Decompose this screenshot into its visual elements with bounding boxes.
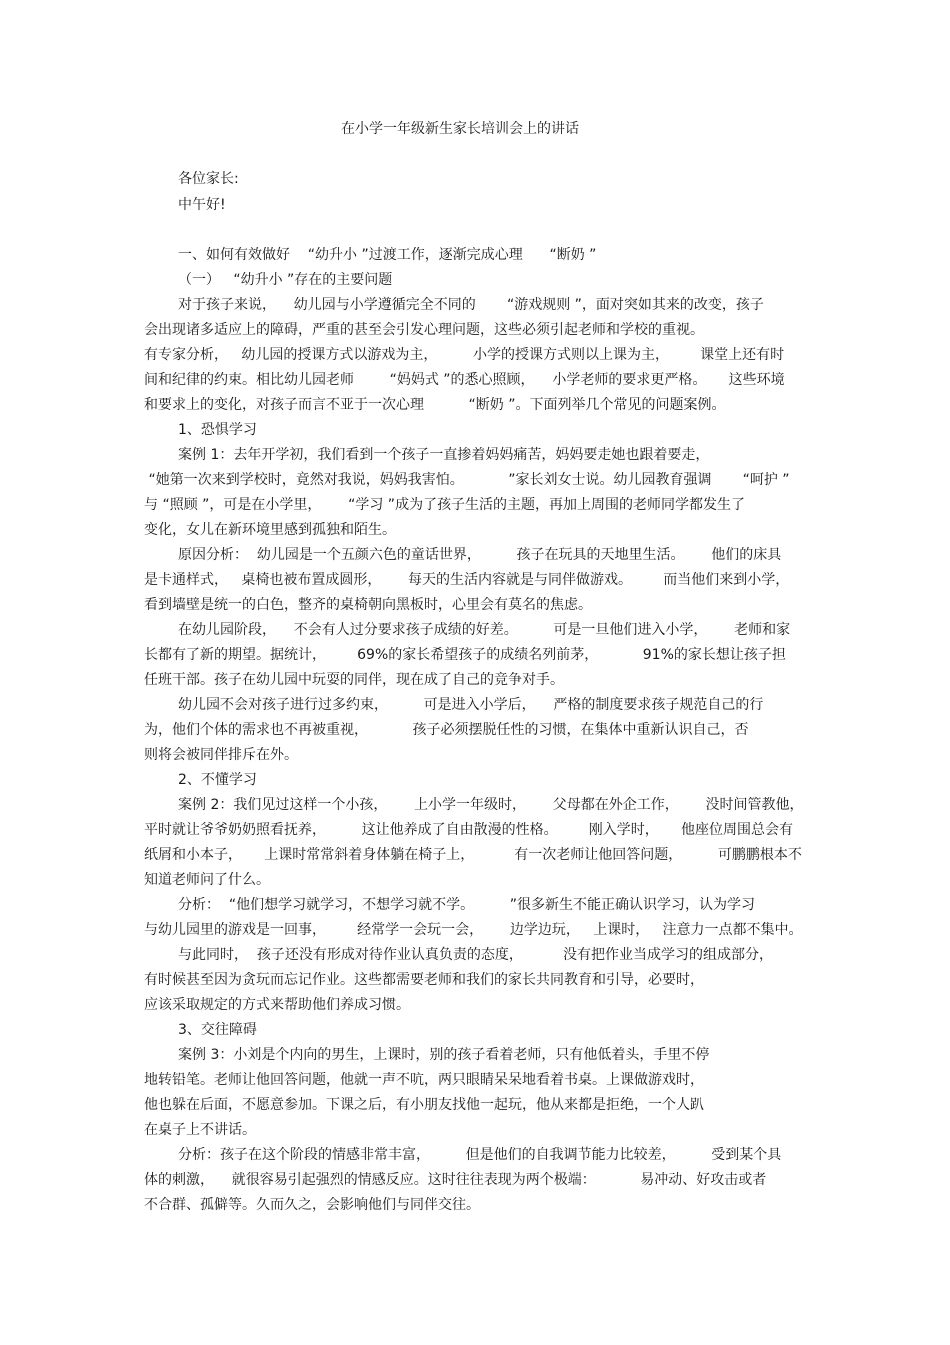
text-line: 案例 3：小刘是个内向的男生，上课时，别的孩子看着老师，只有他低着头，手里不停 bbox=[178, 1047, 710, 1063]
text-line: 2、不懂学习 bbox=[178, 772, 257, 788]
text-line: 任班干部。孩子在幼儿园中玩耍的同伴，现在成了自己的竞争对手。 bbox=[144, 672, 564, 688]
text-line: 在幼儿园阶段， 不会有人过分要求孩子成绩的好差。 可是一旦他们进入小学， 老师和家 bbox=[178, 622, 791, 638]
text-line: 案例 1：去年开学初，我们看到一个孩子一直掺着妈妈痛苦，妈妈要走她也跟着要走， bbox=[178, 447, 710, 463]
text-line: 纸屑和小本子， 上课时常常斜着身体躺在椅子上， 有一次老师让他回答问题， 可鹏鹏根本不 bbox=[144, 847, 802, 863]
text-line: （一） “幼升小 ”存在的主要问题 bbox=[178, 272, 393, 288]
text-line: 间和纪律的约束。相比幼儿园老师 “妈妈式 ”的悉心照顾， 小学老师的要求更严格。 这些环境 bbox=[144, 372, 785, 388]
text-line: 与此同时， 孩子还没有形成对待作业认真负责的态度， 没有把作业当成学习的组成部分， bbox=[178, 947, 773, 963]
text-line: 应该采取规定的方式来帮助他们养成习惯。 bbox=[144, 997, 410, 1013]
text-line: 原因分析： 幼儿园是一个五颜六色的童话世界， 孩子在玩具的天地里生活。 他们的床具 bbox=[178, 547, 782, 563]
text-line: 体的刺激， 就很容易引起强烈的情感反应。这时往往表现为两个极端： 易冲动、好攻击或者 bbox=[144, 1172, 767, 1188]
text-line: 会出现诸多适应上的障碍，严重的甚至会引发心理问题，这些必须引起老师和学校的重视。 bbox=[144, 322, 704, 338]
text-line: 有专家分析， 幼儿园的授课方式以游戏为主， 小学的授课方式则以上课为主， 课堂上还有时 bbox=[144, 347, 785, 363]
text-line: 平时就让爷爷奶奶照看抚养， 这让他养成了自由散漫的性格。 刚入学时， 他座位周围总会有 bbox=[144, 822, 794, 838]
text-line: 与幼儿园里的游戏是一回事， 经常学一会玩一会， 边学边玩， 上课时， 注意力一点都不集中。 bbox=[144, 922, 803, 938]
text-line: 一、如何有效做好 “幼升小 ”过渡工作，逐渐完成心理 “断奶 ” bbox=[178, 247, 597, 263]
greeting: 中午好! bbox=[178, 197, 226, 213]
text-line: 1、恐惧学习 bbox=[178, 422, 257, 438]
text-line: 知道老师问了什么。 bbox=[144, 872, 270, 888]
text-line: 分析：孩子在这个阶段的情感非常丰富， 但是他们的自我调节能力比较差， 受到某个具 bbox=[178, 1147, 782, 1163]
text-line: 与 “照顾 ”，可是在小学里， “学习 ”成为了孩子生活的主题，再加上周围的老师同学都发生了 bbox=[144, 497, 746, 513]
text-line: 分析： “他们想学习就学习，不想学习就不学。 ”很多新生不能正确认识学习，认为学习 bbox=[178, 897, 756, 913]
text-line: 案例 2：我们见过这样一个小孩， 上小学一年级时， 父母都在外企工作， 没时间管教他， bbox=[178, 797, 804, 813]
text-line: 幼儿园不会对孩子进行过多约束， 可是进入小学后， 严格的制度要求孩子规范自己的行 bbox=[178, 697, 764, 713]
text-line: 在桌子上不讲话。 bbox=[144, 1122, 256, 1138]
text-line: 他也躲在后面，不愿意参加。下课之后，有小朋友找他一起玩，他从来都是拒绝，一个人趴 bbox=[144, 1097, 704, 1113]
salutation: 各位家长: bbox=[178, 171, 239, 187]
text-line: 地转铅笔。老师让他回答问题，他就一声不吭，两只眼睛呆呆地看着书桌。上课做游戏时， bbox=[144, 1072, 704, 1088]
text-line: 变化，女儿在新环境里感到孤独和陌生。 bbox=[144, 522, 396, 538]
text-line: 为，他们个体的需求也不再被重视， 孩子必须摆脱任性的习惯，在集体中重新认识自己，否 bbox=[144, 722, 749, 738]
text-line: 和要求上的变化，对孩子而言不亚于一次心理 “断奶 ”。下面列举几个常见的问题案例。 bbox=[144, 397, 726, 413]
document-title: 在小学一年级新生家长培训会上的讲话 bbox=[341, 121, 579, 137]
text-line: 不合群、孤僻等。久而久之，会影响他们与同伴交往。 bbox=[144, 1197, 480, 1213]
text-line: 长都有了新的期望。据统计， 69%的家长希望孩子的成绩名列前茅， 91%的家长想让孩子担 bbox=[144, 647, 786, 663]
text-line: 看到墙壁是统一的白色，整齐的桌椅朝向黑板时，心里会有莫名的焦虑。 bbox=[144, 597, 592, 613]
text-line: “她第一次来到学校时，竟然对我说，妈妈我害怕。 ”家长刘女士说。幼儿园教育强调 “呵护 ” bbox=[144, 472, 790, 488]
text-line: 有时候甚至因为贪玩而忘记作业。这些都需要老师和我们的家长共同教育和引导，必要时， bbox=[144, 972, 704, 988]
text-line: 则将会被同伴排斥在外。 bbox=[144, 747, 298, 763]
text-line: 3、交往障碍 bbox=[178, 1022, 257, 1038]
text-line: 对于孩子来说， 幼儿园与小学遵循完全不同的 “游戏规则 ”，面对突如其来的改变，孩子 bbox=[178, 297, 764, 313]
text-line: 是卡通样式， 桌椅也被布置成圆形， 每天的生活内容就是与同伴做游戏。 而当他们来到小学， bbox=[144, 572, 790, 588]
document-body bbox=[144, 243, 814, 1218]
